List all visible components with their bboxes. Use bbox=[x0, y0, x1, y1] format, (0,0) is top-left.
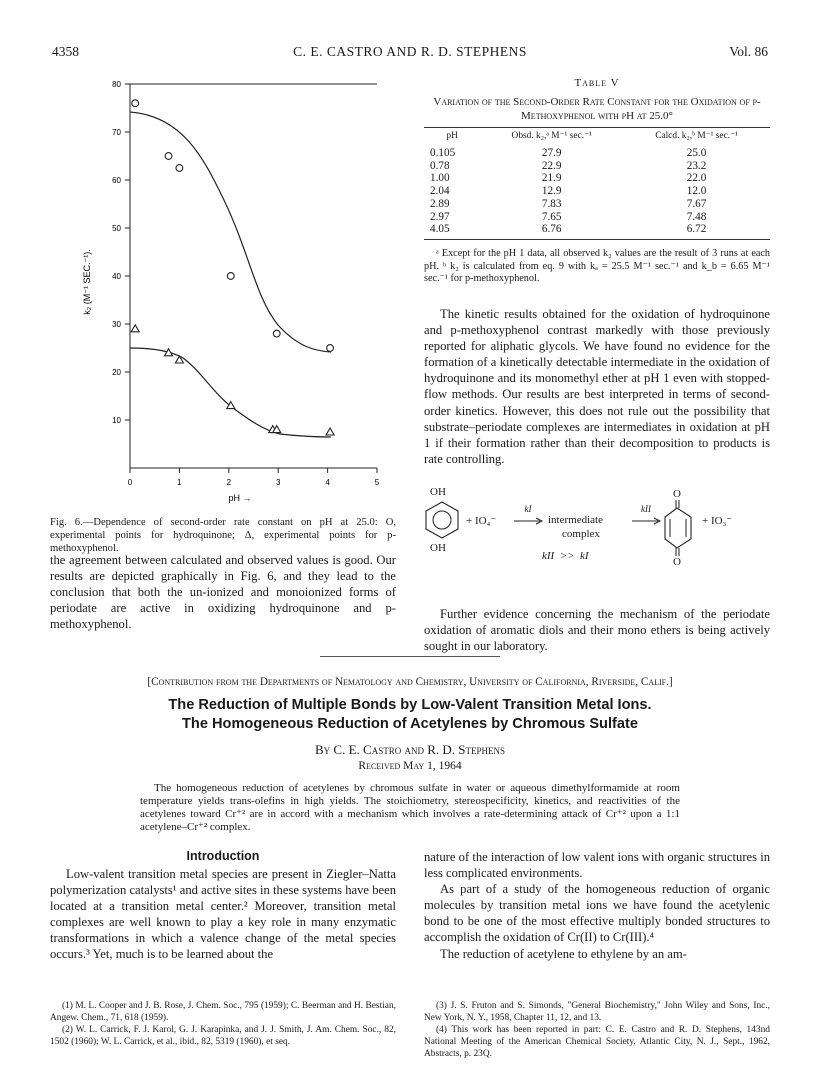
product-o-bottom: O bbox=[673, 556, 681, 568]
hydroquinone-point bbox=[327, 345, 334, 352]
table-v bbox=[424, 76, 770, 286]
x-tick-label: 0 bbox=[127, 478, 133, 487]
hydroquinone-ring-icon bbox=[424, 500, 460, 540]
cell-calcd: 25.0 bbox=[686, 147, 707, 159]
article-title-line-1: The Reduction of Multiple Bonds by Low-Valent Transition Metal Ions. bbox=[168, 697, 652, 713]
cell-obsd: 22.9 bbox=[541, 159, 562, 172]
product-o-top: O bbox=[673, 488, 681, 500]
table-footnote: ᵃ Except for the pH 1 data, all observed k₂ values are the result of 3 runs at each pH. ᵇ k₂ is calculated from eq. 9 with kₐ = 25.5 M⁻¹ sec.⁻¹ and k_b = 6.65 M⁻¹ sec.⁻¹ for p-methoxyphenol. bbox=[424, 247, 770, 285]
y-tick-label: 80 bbox=[112, 80, 121, 89]
cell-obsd: 12.9 bbox=[541, 185, 562, 198]
article-title-line-2: The Homogeneous Reduction of Acetylenes by Chromous Sulfate bbox=[182, 716, 638, 732]
reagent-periodate: + IO₄⁻ bbox=[466, 515, 497, 527]
product-iodate: + IO₃⁻ bbox=[702, 515, 733, 527]
cell-calcd: 7.67 bbox=[686, 197, 707, 210]
cell-obsd: 7.65 bbox=[541, 210, 562, 223]
intermediate-label: intermediate bbox=[548, 514, 603, 526]
methoxyphenol-curve bbox=[130, 348, 331, 437]
footnote-1: (1) M. L. Cooper and J. B. Rose, J. Chem. Soc., 795 (1959); C. Beerman and H. Bestian, Angew. Chem., 71, 618 (1959). bbox=[50, 1001, 396, 1023]
intro-right-text-3: The reduction of acetylene to ethylene by an am- bbox=[440, 946, 687, 961]
cell-calcd: 6.72 bbox=[686, 223, 707, 236]
cell-calcd: 12.0 bbox=[686, 185, 707, 198]
reactant-oh-top: OH bbox=[430, 486, 446, 498]
received-date: Received May 1, 1964 bbox=[358, 760, 462, 772]
section-divider bbox=[320, 656, 500, 657]
y-tick-label: 10 bbox=[112, 416, 121, 425]
complex-label: complex bbox=[562, 528, 600, 540]
col-header-ph: pH bbox=[446, 130, 458, 141]
abstract: The homogeneous reduction of acetylenes by chromous sulfate in water or aqueous dimethylformamide at room temperature yields trans-olefins in high yields. The stoichiometry, stereospecificity, kinetics, and reactivities of the acetylenes toward Cr⁺² are in accord with a mechanism which involves a rate-determining attack of Cr⁺² upon a 1:1 acetylene–Cr⁺² complex. bbox=[140, 782, 680, 833]
x-tick-label: 5 bbox=[374, 478, 380, 487]
x-tick-label: 1 bbox=[177, 478, 182, 487]
figure-caption: Fig. 6.—Dependence of second-order rate constant on pH at 25.0: O, experimental points for hydroquinone; Δ, experimental points for p-methoxyphenol. bbox=[50, 517, 396, 554]
quinone-ring-icon bbox=[664, 500, 694, 556]
footnote-2: (2) W. L. Carrick, F. J. Karol, G. J. Karapinka, and J. J. Smith, J. Am. Chem. Soc., 82, 1502 (1960); W. L. Carrick, et al., ibid., 82, 5319 (1960), et seq. bbox=[50, 1025, 396, 1047]
methoxyphenol-point bbox=[227, 402, 235, 409]
rate-k1: kI bbox=[524, 504, 532, 514]
cell-ph: 2.89 bbox=[430, 197, 450, 210]
table-row bbox=[424, 160, 770, 173]
hydroquinone-point bbox=[132, 100, 139, 107]
cell-calcd: 23.2 bbox=[686, 159, 707, 172]
table-title: Table V bbox=[574, 77, 620, 89]
intro-heading: Introduction bbox=[186, 849, 260, 863]
rate-relation: kII >> kI bbox=[542, 550, 589, 562]
footnote-4: (4) This work has been reported in part: C. E. Castro and R. D. Stephens, 143nd National Meeting of the American Chemical Society, Atlantic City, N. J., Sept., 1962, Abstracts, p. 23Q. bbox=[424, 1025, 770, 1059]
cell-ph: 1.00 bbox=[430, 172, 450, 185]
reactant-oh-bottom: OH bbox=[430, 542, 446, 554]
y-tick-label: 30 bbox=[112, 320, 121, 329]
right-paragraph-1-text: The kinetic results obtained for the oxidation of hydroquinone and p-methoxyphenol contrast markedly with those previously reported for aliphatic glycols. We have found no evidence for the formation of a kinetically detectable intermediate in the oxidation of hydroquinone and its monomethyl ether at pH 1 even with stopped-flow methods. Our results are best interpreted in terms of second-order kinetics. However, this does not rule out the possibility that substrate–periodate complexes are intermediates in oxidation at pH 1 if their formation rather than their decomposition to products is rate controlling. bbox=[424, 307, 770, 466]
left-paragraph-text: the agreement between calculated and observed values is good. Our results are depicted graphically in Fig. 6, and they lead to the conclusion that both the un-ionized and monoionized forms of periodate are active in oxidizing hydroquinone and p-methoxyphenol. bbox=[50, 553, 396, 632]
hydroquinone-point bbox=[176, 165, 183, 172]
intro-right-column bbox=[424, 849, 770, 962]
hydroquinone-curve bbox=[130, 112, 331, 352]
figure-6-chart bbox=[50, 70, 395, 510]
right-paragraph-2 bbox=[424, 606, 770, 654]
methoxyphenol-point bbox=[131, 325, 139, 332]
contribution-line: [Contribution from the Departments of Nematology and Chemistry, University of California, Riverside, Calif.] bbox=[147, 676, 673, 688]
y-axis-label: k₂ (M⁻¹ SEC.⁻¹). bbox=[82, 249, 92, 315]
cell-ph: 2.04 bbox=[430, 185, 450, 198]
methoxyphenol-point bbox=[326, 428, 334, 435]
article-title bbox=[40, 696, 780, 734]
left-paragraph bbox=[50, 552, 396, 632]
cell-obsd: 27.9 bbox=[541, 147, 562, 159]
running-authors: C. E. CASTRO AND R. D. STEPHENS bbox=[293, 44, 527, 59]
page-number: 4358 bbox=[52, 44, 79, 59]
cell-obsd: 6.76 bbox=[541, 223, 562, 236]
right-paragraph-2-text: Further evidence concerning the mechanism of the periodate oxidation of aromatic diols and their mono ethers is being actively sought in our laboratory. bbox=[424, 607, 770, 654]
x-tick-label: 3 bbox=[275, 478, 281, 487]
hydroquinone-point bbox=[227, 273, 234, 280]
hydroquinone-point bbox=[273, 330, 280, 337]
cell-obsd: 7.83 bbox=[541, 197, 562, 210]
rate-table bbox=[424, 128, 770, 236]
y-tick-label: 50 bbox=[112, 224, 121, 233]
rate-k2: kII bbox=[641, 504, 651, 514]
methoxyphenol-point bbox=[165, 349, 173, 356]
arrow-icon bbox=[632, 517, 662, 525]
cell-ph: 0.105 bbox=[430, 147, 456, 159]
y-tick-label: 40 bbox=[112, 272, 121, 281]
col-header-obsd: Obsd. k₂,ᵃ M⁻¹ sec.⁻¹ bbox=[511, 131, 592, 141]
reaction-scheme bbox=[424, 484, 770, 594]
cell-ph: 2.97 bbox=[430, 210, 450, 223]
footnotes-right bbox=[424, 1000, 770, 1060]
hydroquinone-point bbox=[165, 153, 172, 160]
col-header-calcd: Calcd. k₂,ᵇ M⁻¹ sec.⁻¹ bbox=[655, 131, 738, 141]
y-tick-label: 60 bbox=[112, 176, 121, 185]
table-row bbox=[424, 185, 770, 198]
x-tick-label: 2 bbox=[226, 478, 232, 487]
x-axis-label: pH → bbox=[228, 493, 252, 503]
cell-calcd: 7.48 bbox=[686, 210, 707, 223]
table-caption: Variation of the Second-Order Rate Constant for the Oxidation of p-Methoxyphenol with pH at 25.0° bbox=[433, 96, 761, 122]
table-row bbox=[424, 211, 770, 224]
table-row bbox=[424, 147, 770, 160]
table-row bbox=[424, 198, 770, 211]
y-tick-label: 70 bbox=[112, 128, 121, 137]
volume-label: Vol. 86 bbox=[729, 44, 768, 59]
right-paragraph-1 bbox=[424, 306, 770, 467]
byline: By C. E. Castro and R. D. Stephens bbox=[315, 742, 505, 757]
arrow-icon bbox=[514, 517, 544, 525]
cell-obsd: 21.9 bbox=[541, 172, 562, 185]
intro-right-text-1: nature of the interaction of low valent ions with organic structures in less complicated environments. bbox=[424, 850, 770, 881]
cell-calcd: 22.0 bbox=[686, 172, 707, 185]
footnotes-left bbox=[50, 1000, 396, 1048]
footnote-3: (3) J. S. Fruton and S. Simonds, "General Biochemistry," John Wiley and Sons, Inc., New York, N. Y., 1958, Chapter 11, 12, and 13. bbox=[424, 1001, 770, 1023]
intro-left-text: Low-valent transition metal species are present in Ziegler–Natta polymerization catalysts¹ and active sites in these systems have been located at a transition metal center.² Moreover, transition metal complexes are well known to play a key role in many enzymatic transformations in which a valence change of the metal species occurs.³ Yet, much is to be learned about the bbox=[50, 867, 396, 962]
table-row bbox=[424, 172, 770, 185]
intro-left-column bbox=[50, 866, 396, 963]
y-tick-label: 20 bbox=[112, 368, 121, 377]
intro-right-text-2: As part of a study of the homogeneous reduction of organic molecules by transition metal ions we have found the acetylenic bond to be one of the most effective multiply bonded structures to accomplish the oxidation of Cr(II) to Cr(III).⁴ bbox=[424, 882, 770, 945]
x-tick-label: 4 bbox=[325, 478, 330, 487]
table-row bbox=[424, 223, 770, 236]
cell-ph: 4.05 bbox=[430, 223, 450, 236]
cell-ph: 0.78 bbox=[430, 159, 450, 172]
